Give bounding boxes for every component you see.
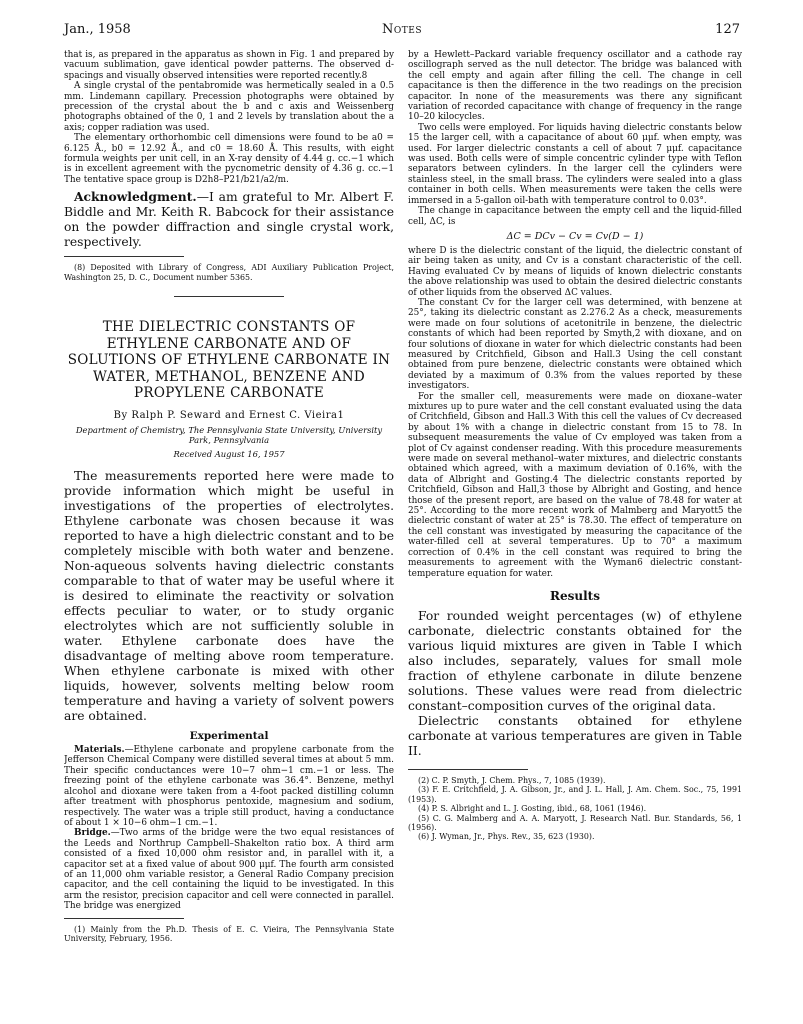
footnote-divider: [64, 256, 184, 257]
introduction-paragraph: The measurements reported here were made to provide information which might be useful in investigations of the properties of electrolytes. Ethylene carbonate was chosen because it was reported to have a high dielectric constant and to be completely miscible with both water and benzene. Non-aqueous solvents having dielectric constants comparable to that of water may be useful where it is desired to eliminate the reactivity or solvation effects peculiar to water, or to study organic electrolytes which are not sufficiently soluble in water. Ethylene carbonate does have the disadvantage of melting above room temperature. When ethylene carbonate is mixed with other liquids, however, solvents melting below room temperature and having a variety of solvent powers are obtained.: [64, 469, 394, 724]
header-date: Jan., 1958: [64, 22, 131, 37]
results-heading: Results: [550, 588, 600, 603]
cells-paragraph: Two cells were employed. For liquids having dielectric constants below 15 the larger cell, with a capacitance of about 60 μμf. when empty, was used. For larger dielectric constants a cell of about 7 μμf. capacitance was used. Both cells were of simple concentric cylinder type with Teflon separators between cylinders. In the larger cell the cylinders were stainless steel, in the small brass. The cylinders were sealed into a glass container in both cells. When measurements were taken the cells were immersed in a 5-gallon oil-bath with temperature control to 0.03°.: [408, 122, 742, 206]
footnote-5: (5) C. G. Malmberg and A. A. Maryott, J. Research Natl. Bur. Standards, 56, 1 (1956).: [408, 813, 742, 832]
bridge-text: —Two arms of the bridge were the two equal resistances of the Leeds and Northrup Campbell–Shakelton ratio box. A third arm consisted of a fixed 10,000 ohm resistor and, in parallel with it, a capacitor set at a fixed value of about 900 μμf. The fourth arm consisted of an 11,000 ohm variable resistor, a General Radio Company precision capacitor, and the cell containing the liquid to be investigated. In this arm the resistor, precision capacitor and cell were connected in parallel. The bridge was energized: [64, 828, 394, 912]
bridge-continuation-paragraph: by a Hewlett–Packard variable frequency oscillator and a cathode ray oscillograph served as the null detector. The bridge was balanced with the cell empty and again after filling the cell. The change in cell capacitance is then the difference in the two readings on the precision capacitor. In none of the measurements was there any significant variation of recorded capacitance with change of frequency in the range 10–20 kilocycles.: [408, 50, 742, 123]
received-date: Received August 16, 1957: [173, 449, 285, 460]
footnote-divider-2: [64, 918, 184, 919]
footnote-6: (6) J. Wyman, Jr., Phys. Rev., 35, 623 (1930).: [418, 832, 595, 842]
acknowledgment-text: —I am grateful to Mr. Albert F. Biddle and Mr. Keith R. Babcock for their assistance on the powder diffraction and single crystal work, respectively.: [64, 190, 394, 250]
article-authors: By Ralph P. Seward and Ernest C. Vieira1: [113, 410, 345, 422]
capacitance-equation: ΔC = DCv − Cv = Cv(D − 1): [506, 230, 644, 242]
continuation-paragraph: that is, as prepared in the apparatus as shown in Fig. 1 and prepared by vacuum sublimation, gave identical powder patterns. The observed d-spacings and visually observed intensities were reported recently.8: [64, 50, 394, 81]
article-affiliation: Department of Chemistry, The Pennsylvania State University, University Park, Pennsylvania: [75, 425, 383, 446]
acknowledgment-label: Acknowledgment.: [74, 189, 197, 205]
footnote-2: (2) C. P. Smyth, J. Chem. Phys., 7, 1085 (1939).: [418, 775, 606, 785]
header-section: Notes: [382, 22, 422, 37]
results-paragraph-1: For rounded weight percentages (w) of ethylene carbonate, dielectric constants obtained for the various liquid mixtures are given in Table I which also includes, separately, values for small mole fraction of ethylene carbonate in dilute benzene solutions. These values were read from dielectric constant–composition curves of the original data.: [408, 608, 742, 713]
experimental-heading: Experimental: [189, 730, 269, 743]
cell-constant-paragraph: The constant Cv for the larger cell was determined, with benzene at 25°, taking its dielectric constant as 2.276.2 As a check, measurements were made on four solutions of acetonitrile in benzene, the dielectric constants of which had been reported by Smyth,2 with dioxane, and on four solutions of dioxane in water for which dielectric constants had been measured by Critchfield, Gibson and Hall.3 Using the cell constant obtained from pure benzene, dielectric constants were obtained which deviated by a maximum of 0.3% from the values reported by these investigators.: [408, 297, 742, 392]
left-column: [64, 50, 394, 1015]
article-divider: [174, 296, 284, 297]
equation-explanation-paragraph: where D is the dielectric constant of the liquid, the dielectric constant of air being taken as unity, and Cv is a constant characteristic of the cell. Having evaluated Cv by means of liquids of known dielectric constants the above relationship was used to obtain the desired dielectric constants of other liquids from the observed ΔC values.: [408, 245, 742, 298]
materials-label: Materials.: [74, 745, 125, 756]
crystal-paragraph: A single crystal of the pentabromide was hermetically sealed in a 0.5 mm. Lindemann capillary. Precession photographs were obtained by precession of the crystal about the b and c axis and Weissenberg photographs obtained of the 0, 1 and 2 levels by translation about the a axis; copper radiation was used.: [64, 81, 394, 133]
right-column: [408, 50, 742, 1015]
capacitance-paragraph: The change in capacitance between the empty cell and the liquid-filled cell, ΔC, is: [408, 206, 742, 227]
footnote-4: (4) P. S. Albright and L. J. Gosting, ibid., 68, 1061 (1946).: [418, 804, 647, 814]
footnote-8: (8) Deposited with Library of Congress, ADI Auxiliary Publication Project, Washington 25, D. C., Document number 5365.: [64, 263, 394, 282]
bridge-label: Bridge.: [74, 828, 111, 839]
materials-text: —Ethylene carbonate and propylene carbonate from the Jefferson Chemical Company were distilled several times at about 5 mm. Their specific conductances were 10−7 ohm−1 cm.−1 or less. The freezing point of the ethylene carbonate was 36.4°. Benzene, methyl alcohol and dioxane were taken from a 4-foot packed distilling column after treatment with phosphorus pentoxide, magnesium and sodium, respectively. The water was a triple still product, having a conductance of about 1 × 10−6 ohm−1 cm.−1.: [64, 745, 394, 828]
footnote-divider-3: [408, 769, 528, 770]
materials-paragraph: [64, 745, 394, 828]
bridge-paragraph: [64, 828, 394, 911]
article-title: THE DIELECTRIC CONSTANTS OF ETHYLENE CARBONATE AND OF SOLUTIONS OF ETHYLENE CARBONATE IN WATER, METHANOL, BENZENE AND PROPYLENE CARBONATE: [67, 319, 391, 402]
acknowledgment: [64, 189, 394, 250]
footnote-3: (3) F. E. Critchfield, J. A. Gibson, Jr., and J. L. Hall, J. Am. Chem. Soc., 75, 1991 (1953).: [408, 785, 742, 804]
running-header: [64, 22, 740, 42]
footnote-list: [408, 776, 742, 842]
smaller-cell-paragraph: For the smaller cell, measurements were made on dioxane–water mixtures up to pure water and the cell constant evaluated using the data of Critchfield, Gibson and Hall.3 With this cell the values of Cv decreased by about 1% with a change in dielectric constant from 15 to 78. In subsequent measurements the value of Cv employed was taken from a plot of Cv against condenser reading. With this procedure measurements were made on several methanol–water mixtures, and dielectric constants obtained which agreed, with a maximum deviation of 0.16%, with the data of Albright and Gosting.4 The dielectric constants reported by Critchfield, Gibson and Hall,3 those by Albright and Gosting, and hence those of the present report, are based on the value of 78.48 for water at 25°. According to the more recent work of Malmberg and Maryott5 the dielectric constant of water at 25° is 78.30. The effect of temperature on the cell constant was investigated by measuring the capacitance of the water-filled cell at several temperatures. Up to 70° a maximum correction of 0.4% in the cell constant was required to bring the measurements to agreement with the Wyman6 dielectric constant-temperature equation for water.: [408, 391, 742, 579]
cell-dimensions-paragraph: The elementary orthorhombic cell dimensions were found to be a0 = 6.125 Å., b0 = 12.92 Å., and c0 = 18.60 Å. This results, with eight formula weights per unit cell, in an X-ray density of 4.44 g. cc.−1 which is in excellent agreement with the pycnometric density of 4.36 g. cc.−1 The tentative space group is D2h8–P21/b21/a2/m.: [64, 133, 394, 185]
results-paragraph-2: Dielectric constants obtained for ethylene carbonate at various temperatures are given in Table II.: [408, 713, 742, 758]
footnote-1: (1) Mainly from the Ph.D. Thesis of E. C. Vieira, The Pennsylvania State University, February, 1956.: [64, 924, 394, 943]
page-number: 127: [715, 22, 740, 37]
